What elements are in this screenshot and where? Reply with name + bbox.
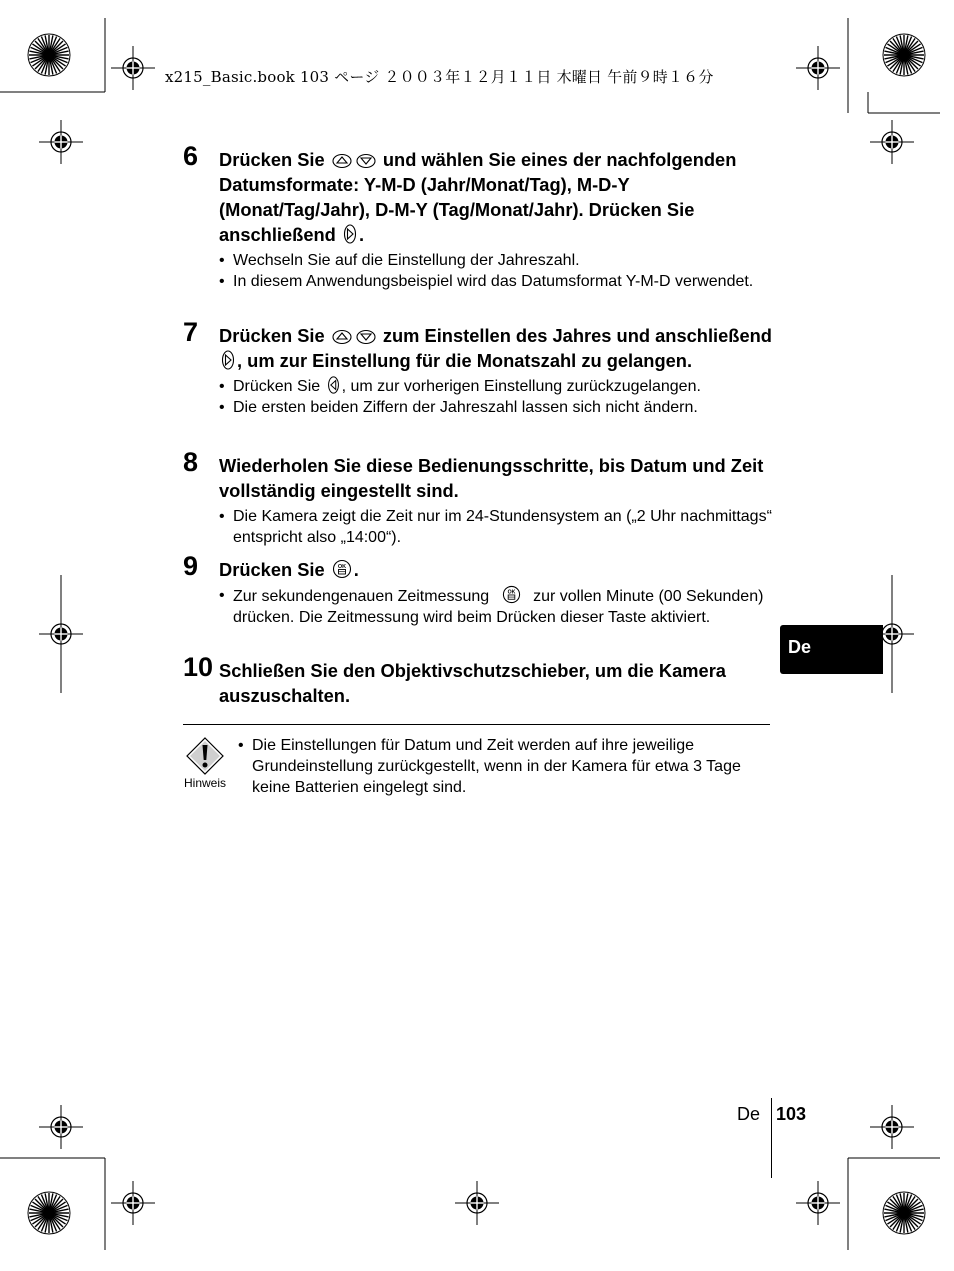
ok-menu-button-icon (332, 559, 352, 579)
step-6 (183, 141, 773, 292)
note-bullets (238, 735, 758, 798)
language-tab (780, 625, 883, 674)
step-number: 8 (183, 447, 199, 477)
step-bullets (219, 376, 773, 418)
up-arrow-button-icon (332, 153, 352, 169)
note-divider (183, 724, 770, 725)
step-title: Drücken Sie OK . (219, 559, 359, 580)
step-8 (183, 447, 773, 548)
step-9 (183, 551, 773, 628)
step-number: 9 (183, 551, 199, 581)
print-header: x215_Basic.book 103 ページ ２００３年１２月１１日 木曜日 午前９時１６分 (165, 68, 714, 86)
svg-text:OK: OK (507, 589, 516, 596)
step-7 (183, 317, 773, 418)
down-arrow-button-icon (356, 329, 376, 345)
language-tab-label: De (788, 637, 812, 657)
footer-divider (771, 1098, 772, 1178)
step-bullets (219, 585, 773, 628)
step-10 (183, 652, 773, 708)
hint-warning-icon (185, 736, 225, 781)
step-number: 7 (183, 317, 199, 347)
step-title: Drücken Sie und wählen Sie eines der nachfolgenden Datumsformate: Y-M-D (Jahr/Monat/Tag), M-D-Y (Monat/Tag/Jahr), D-M-Y (Tag/Monat/Jahr). Drücken Sie anschließend . (219, 149, 737, 245)
step-bullets (219, 506, 773, 548)
right-arrow-button-icon (221, 350, 235, 370)
list-item: • Die ersten beiden Ziffern der Jahreszahl lassen sich nicht ändern. (219, 397, 773, 418)
step-title: Schließen Sie den Objektivschutzschieber, um die Kamera auszuschalten. (219, 660, 726, 706)
list-item: • Drücken Sie , um zur vorherigen Einstellung zurückzugelangen. (219, 376, 773, 397)
step-bullets (219, 250, 773, 292)
left-arrow-button-icon (327, 376, 340, 394)
down-arrow-button-icon (356, 153, 376, 169)
list-item: • Die Kamera zeigt die Zeit nur im 24-Stundensystem an („2 Uhr nachmittags“ entspricht also „14:00“). (219, 506, 773, 548)
svg-text:OK: OK (337, 564, 346, 570)
up-arrow-button-icon (332, 329, 352, 345)
step-number: 10 (183, 652, 214, 682)
ok-menu-button-icon (502, 585, 521, 604)
list-item: • Die Einstellungen für Datum und Zeit werden auf ihre jeweilige Grundeinstellung zurückgestellt, wenn in der Kamera für etwa 3 Tage keine Batterien eingelegt sind. (238, 735, 758, 798)
step-title: Wiederholen Sie diese Bedienungsschritte, bis Datum und Zeit vollständig eingestellt sind. (219, 455, 764, 501)
note-label: Hinweis (184, 776, 227, 790)
page-number: 103 (776, 1104, 807, 1124)
list-item: • Wechseln Sie auf die Einstellung der Jahreszahl. (219, 250, 773, 271)
step-title: Drücken Sie zum Einstellen des Jahres und anschließend , um zur Einstellung für die Monatszahl zu gelangen. (219, 325, 772, 371)
step-number: 6 (183, 141, 199, 171)
list-item: • In diesem Anwendungsbeispiel wird das Datumsformat Y-M-D verwendet. (219, 271, 773, 292)
footer-language: De (737, 1104, 761, 1124)
right-arrow-button-icon (343, 224, 357, 244)
list-item: • Zur sekundengenauen Zeitmessung OK zur vollen Minute (00 Sekunden) drücken. Die Zeitmessung wird beim Drücken dieser Taste aktiviert. (219, 585, 773, 628)
